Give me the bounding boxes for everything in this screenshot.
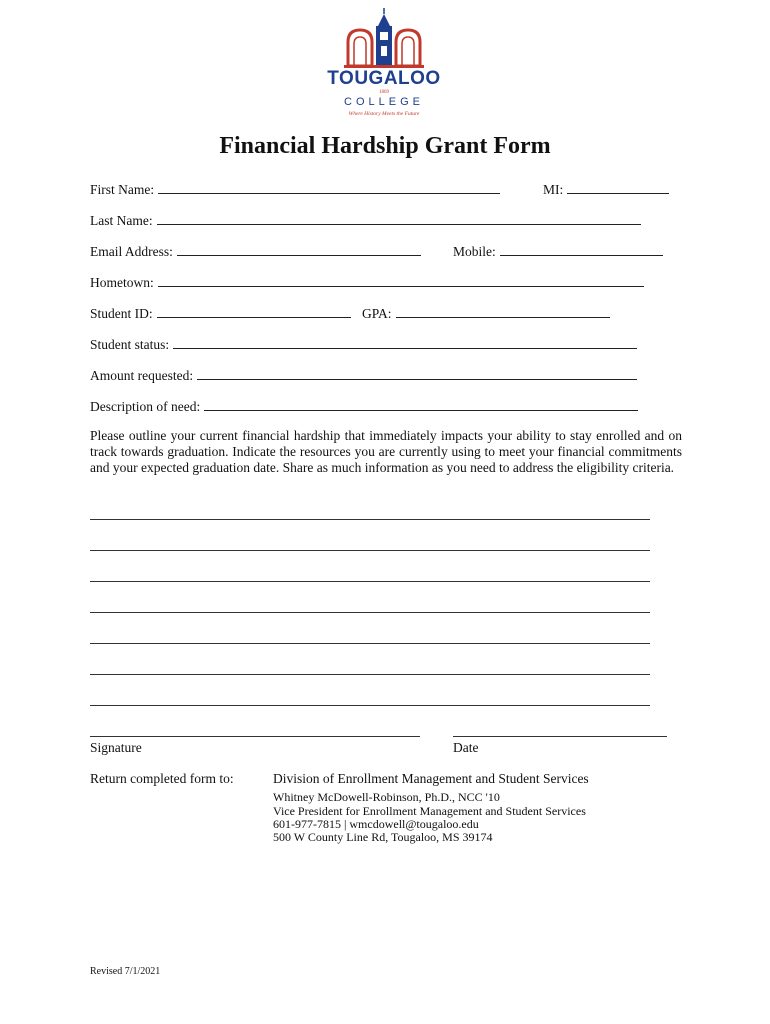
last-name-field[interactable] bbox=[157, 212, 641, 225]
hometown-label: Hometown: bbox=[90, 275, 154, 290]
date-label: Date bbox=[453, 740, 479, 755]
hometown-field[interactable] bbox=[158, 274, 644, 287]
logo-year: 1869 bbox=[379, 90, 389, 95]
mobile-label: Mobile: bbox=[453, 244, 496, 259]
writing-line[interactable] bbox=[90, 673, 650, 675]
first-name-field[interactable] bbox=[158, 181, 500, 194]
mobile-row bbox=[453, 243, 663, 260]
gpa-row bbox=[362, 305, 610, 322]
first-name-row bbox=[90, 181, 500, 198]
gpa-field[interactable] bbox=[396, 305, 610, 318]
email-label: Email Address: bbox=[90, 244, 173, 259]
writing-line[interactable] bbox=[90, 549, 650, 551]
instructions-paragraph: Please outline your current financial hardship that immediately impacts your ability to stay enrolled and on track towards graduation. Indicate the resources you are currently using to meet your financial commitments and your expected graduation date. Share as much information as you need to address the eligibility criteria. bbox=[90, 428, 682, 475]
description-field[interactable] bbox=[204, 398, 638, 411]
student-status-field[interactable] bbox=[173, 336, 637, 349]
writing-line[interactable] bbox=[90, 518, 650, 520]
student-status-row bbox=[90, 336, 637, 353]
form-title: Financial Hardship Grant Form bbox=[219, 133, 551, 159]
return-division: Division of Enrollment Management and Student Services bbox=[273, 771, 589, 786]
contact-title: Vice President for Enrollment Management and Student Services bbox=[273, 804, 586, 818]
date-line[interactable] bbox=[453, 735, 667, 737]
writing-line[interactable] bbox=[90, 704, 650, 706]
logo-college: COLLEGE bbox=[344, 96, 424, 108]
mi-field[interactable] bbox=[567, 181, 669, 194]
contact-name: Whitney McDowell-Robinson, Ph.D., NCC '10 bbox=[273, 790, 500, 804]
mi-row bbox=[543, 181, 669, 198]
revised-date: Revised 7/1/2021 bbox=[90, 966, 161, 977]
student-id-row bbox=[90, 305, 351, 322]
description-label: Description of need: bbox=[90, 399, 201, 414]
writing-line[interactable] bbox=[90, 580, 650, 582]
first-name-label: First Name: bbox=[90, 182, 155, 197]
student-status-label: Student status: bbox=[90, 337, 170, 352]
amount-requested-row bbox=[90, 367, 637, 384]
email-row bbox=[90, 243, 421, 260]
student-id-field[interactable] bbox=[157, 305, 351, 318]
mobile-field[interactable] bbox=[500, 243, 663, 256]
writing-line[interactable] bbox=[90, 642, 650, 644]
description-row bbox=[90, 398, 638, 415]
amount-requested-label: Amount requested: bbox=[90, 368, 194, 383]
logo-wordmark: TOUGALOO bbox=[327, 68, 441, 89]
logo-tagline: Where History Meets the Future bbox=[348, 111, 420, 117]
last-name-row bbox=[90, 212, 641, 229]
writing-line[interactable] bbox=[90, 611, 650, 613]
hometown-row bbox=[90, 274, 644, 291]
signature-label: Signature bbox=[90, 740, 142, 755]
amount-requested-field[interactable] bbox=[197, 367, 637, 380]
contact-phone-email: 601-977-7815 | wmcdowell@tougaloo.edu bbox=[273, 817, 479, 831]
tower-emblem-icon bbox=[340, 8, 428, 68]
mi-label: MI: bbox=[543, 182, 564, 197]
contact-address: 500 W County Line Rd, Tougaloo, MS 39174 bbox=[273, 830, 493, 844]
email-field[interactable] bbox=[177, 243, 421, 256]
gpa-label: GPA: bbox=[362, 306, 392, 321]
return-label: Return completed form to: bbox=[90, 771, 234, 786]
signature-line[interactable] bbox=[90, 735, 420, 737]
student-id-label: Student ID: bbox=[90, 306, 153, 321]
college-logo bbox=[318, 8, 450, 118]
last-name-label: Last Name: bbox=[90, 213, 153, 228]
